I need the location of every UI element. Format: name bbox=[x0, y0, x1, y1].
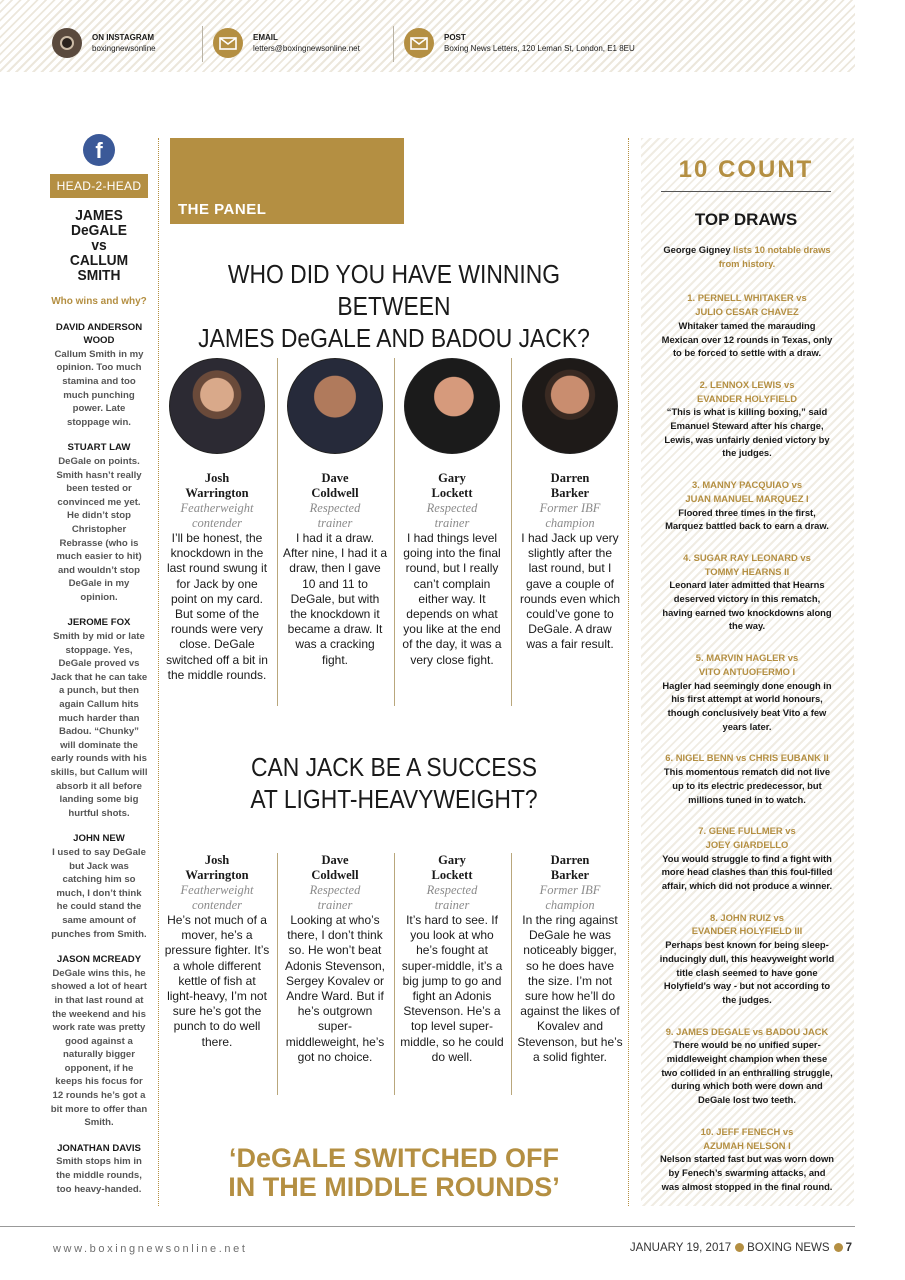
panelist-role: Former IBF bbox=[539, 501, 601, 515]
ten-count-sidebar bbox=[641, 138, 854, 1206]
pundit-name: JONATHAN DAVIS bbox=[57, 1142, 141, 1154]
panelist-darren-barker bbox=[517, 358, 623, 653]
panelist-dave-coldwell bbox=[282, 853, 388, 1065]
panelist-role: champion bbox=[545, 898, 595, 912]
panelist-last-name: Lockett bbox=[431, 868, 473, 882]
panelist-role: trainer bbox=[434, 898, 470, 912]
panelist-role: Respected bbox=[426, 883, 478, 897]
instagram-contact[interactable] bbox=[52, 28, 156, 58]
footer-info bbox=[630, 1242, 852, 1254]
panelist-photo bbox=[287, 358, 383, 454]
panelist-answer: I’ll be honest, the knockdown in the last round swung it for Jack by one point on my card. But some of the rounds were very close. DeGale switched off a bit in the middle rounds. bbox=[166, 531, 268, 682]
panelist-last-name: Warrington bbox=[185, 868, 249, 882]
draw-entry bbox=[659, 1025, 835, 1107]
panel-question-1: WHO DID YOU HAVE WINNING BETWEEN JAMES DeGALE AND BADOU JACK? bbox=[198, 259, 590, 353]
panelist-first-name: Josh bbox=[204, 853, 230, 867]
panel-banner bbox=[170, 138, 404, 224]
pundit-opinion: DeGale wins this, he showed a lot of heart in that last round at the weekend and his work rate was pretty good against a naturally bigger opponent, if he keeps his focus for 12 rounds he’s got a bit more to offer than Smith. bbox=[50, 967, 148, 1129]
panel-question-2: CAN JACK BE A SUCCESS AT LIGHT-HEAVYWEIGHT? bbox=[250, 752, 538, 814]
pull-quote: ‘DeGALE SWITCHED OFF IN THE MIDDLE ROUNDS’ bbox=[228, 1143, 560, 1202]
panelist-last-name: Coldwell bbox=[311, 868, 359, 882]
panelist-first-name: Darren bbox=[550, 471, 590, 485]
draw-description: This momentous rematch did not live up to its electric predecessor, but millions tuned in to watch. bbox=[663, 766, 831, 805]
post-contact bbox=[404, 28, 635, 58]
column-separator bbox=[394, 358, 395, 706]
panelist-role: Featherweight bbox=[180, 883, 254, 897]
draw-description: Hagler had seemingly done enough in his first attempt at world honours, though conclusively beat Vito a few years later. bbox=[662, 679, 832, 732]
post-label: POST bbox=[444, 33, 466, 42]
draw-entry bbox=[659, 1125, 835, 1194]
panelist-role: Featherweight bbox=[180, 501, 254, 515]
head2head-question: Who wins and why? bbox=[51, 296, 147, 307]
panelist-role: Respected bbox=[309, 501, 361, 515]
header-divider bbox=[393, 26, 394, 62]
panelist-gary-lockett bbox=[399, 358, 505, 668]
pundit-opinion: Smith by mid or late stoppage. Yes, DeGale proved vs Jack that he can take a punch, but then again Callum hits much harder than Badou. “Chunky” will dominate the early rounds with his skills, but Callum will absorb it all before landing some big hurtful shots. bbox=[50, 631, 148, 819]
draw-description: Leonard later admitted that Hearns deserved victory in this rematch, having earned two knockdowns along the way. bbox=[662, 579, 832, 632]
draw-heading: 6. NIGEL BENN vs CHRIS EUBANK II bbox=[665, 752, 829, 764]
column-separator bbox=[511, 853, 512, 1095]
panelist-first-name: Dave bbox=[321, 853, 349, 867]
pundit-name: JASON MCREADY bbox=[56, 954, 142, 966]
facebook-icon[interactable]: f bbox=[83, 134, 115, 166]
panelist-first-name: Darren bbox=[550, 853, 590, 867]
draw-heading: 10. JEFF FENECH vs AZUMAH NELSON I bbox=[700, 1125, 794, 1151]
panelist-role: Respected bbox=[309, 883, 361, 897]
panelist-role: contender bbox=[192, 898, 242, 912]
instagram-label: ON INSTAGRAM bbox=[92, 33, 155, 42]
column-separator bbox=[277, 358, 278, 706]
column-separator bbox=[277, 853, 278, 1095]
draw-description: You would struggle to find a fight with more head clashes than this foul-filled affair, which did not produce a winner. bbox=[661, 852, 833, 892]
panelist-role: Respected bbox=[426, 501, 478, 515]
panelist-answer: In the ring against DeGale he was noticeably bigger, so he does have the size. I’m not sure how he’ll do against the likes of Kovalev and Stevenson, but he’s a solid fighter. bbox=[517, 913, 623, 1064]
bullet-icon bbox=[735, 1243, 744, 1252]
panelist-answer: He’s not much of a mover, he’s a pressure fighter. It’s a whole different kettle of fish at light-heavy, I’m not sure he’s got the punch to do well there. bbox=[164, 913, 270, 1049]
instagram-handle: boxingnewsonline bbox=[92, 44, 156, 53]
panelist-answer: I had it a draw. After nine, I had it a draw, then I gave 10 and 11 to DeGale, but with the knockdown it became a draw. It was a cracking fight. bbox=[282, 531, 388, 667]
envelope-icon bbox=[404, 28, 434, 58]
panelist-photo bbox=[522, 358, 618, 454]
panelist-last-name: Coldwell bbox=[311, 486, 359, 500]
pundit-name: JOHN NEW bbox=[73, 833, 125, 845]
intro-text: lists 10 notable draws from history. bbox=[718, 244, 831, 269]
head2head-tag: HEAD-2-HEAD bbox=[50, 174, 148, 198]
draw-heading: 7. GENE FULLMER vs JOEY GIARDELLO bbox=[698, 825, 796, 850]
ten-count-subtitle: TOP DRAWS bbox=[694, 210, 798, 229]
draw-entry bbox=[659, 651, 835, 733]
envelope-icon bbox=[213, 28, 243, 58]
publication-name: BOXING NEWS bbox=[747, 1242, 830, 1254]
draw-description: Nelson started fast but was worn down by Fenech’s swarming attacks, and was almost stopped in the final round. bbox=[660, 1153, 834, 1192]
panelist-role: champion bbox=[545, 516, 595, 530]
panelist-first-name: Gary bbox=[438, 471, 466, 485]
ten-count-title: 10 COUNT bbox=[678, 156, 814, 183]
divider bbox=[661, 191, 831, 192]
draw-entry bbox=[659, 751, 835, 806]
column-separator bbox=[511, 358, 512, 706]
footer-rule bbox=[0, 1226, 855, 1227]
pundit-name: JEROME FOX bbox=[67, 617, 131, 629]
draw-entry bbox=[659, 478, 835, 533]
header-divider bbox=[202, 26, 203, 62]
pundit-opinion: I used to say DeGale but Jack was catching him so much, I don’t think he could stand the same amount of punches from Smith. bbox=[51, 846, 147, 940]
column-divider bbox=[158, 138, 159, 1206]
panelist-photo bbox=[404, 358, 500, 454]
panelist-darren-barker bbox=[517, 853, 623, 1065]
panelist-answer: It’s hard to see. If you look at who he’s fought at super-middle, it’s a big jump to go and fight an Adonis Stevenson. He’s a top level super-middle, so he could do well. bbox=[400, 913, 504, 1064]
panelist-first-name: Josh bbox=[204, 471, 230, 485]
panelist-last-name: Lockett bbox=[431, 486, 473, 500]
column-divider bbox=[628, 138, 629, 1206]
email-label: EMAIL bbox=[253, 33, 278, 42]
panelist-answer: I had things level going into the final round, but I really can’t complain either way. It depends on what you like at the end of the day, it was a very close fight. bbox=[402, 531, 502, 667]
panelist-josh-warrington bbox=[164, 358, 270, 683]
draw-entry bbox=[659, 911, 835, 1007]
email-address: letters@boxingnewsonline.net bbox=[253, 44, 360, 53]
column-separator bbox=[394, 853, 395, 1095]
draw-heading: 5. MARVIN HAGLER vs VITO ANTUOFERMO I bbox=[695, 652, 799, 677]
panelist-answer: I had Jack up very slightly after the last round, but I gave a couple of rounds even which could’ve gone to DeGale. A draw was a fair result. bbox=[519, 531, 621, 652]
author-name: George Gigney bbox=[663, 244, 731, 255]
pundit-opinion: DeGale on points. Smith hasn’t really been tested or convinced me yet. He didn’t stop Christopher Rebrasse (who is much easier to hit) and wouldn’t stop DeGale in my opinion. bbox=[56, 455, 142, 603]
draw-heading: 8. JOHN RUIZ vs EVANDER HOLYFIELD III bbox=[691, 911, 803, 937]
website-link[interactable]: www.boxingnewsonline.net bbox=[53, 1243, 248, 1255]
panelist-answer: Looking at who’s there, I don’t think so. He won’t beat Adonis Stevenson, Sergey Kovalev or Andre Ward. But if he’s outgrown super-middleweight, he’s got no choice. bbox=[284, 913, 386, 1064]
draw-heading: 4. SUGAR RAY LEONARD vs TOMMY HEARNS II bbox=[683, 551, 811, 577]
pundit-name: DAVID ANDERSON WOOD bbox=[55, 321, 143, 347]
ten-count-intro bbox=[659, 243, 835, 270]
panelist-dave-coldwell bbox=[282, 358, 388, 668]
draw-description: “This is what is killing boxing,” said Emanuel Steward after his charge, Lewis, was unfairly denied victory by the judges. bbox=[664, 406, 830, 459]
panel-label: THE PANEL bbox=[178, 201, 267, 218]
panelist-last-name: Barker bbox=[550, 868, 590, 882]
pundit-name: STUART LAW bbox=[67, 442, 131, 454]
instagram-icon bbox=[52, 28, 82, 58]
draw-entry bbox=[659, 291, 835, 360]
panelist-role: trainer bbox=[434, 516, 470, 530]
draw-heading: 2. LENNOX LEWIS vs EVANDER HOLYFIELD bbox=[696, 378, 797, 404]
draw-description: There would be no unified super-middleweight champion when these two collided in an enthralling struggle, during which both were down and DeGale lost two teeth. bbox=[661, 1039, 833, 1106]
issue-date: JANUARY 19, 2017 bbox=[629, 1242, 732, 1254]
draw-description: Perhaps best known for being sleep-inducingly dull, this heavyweight world title clash seemed to have gone Holyfield’s way - but not according to the judges. bbox=[659, 939, 835, 1005]
head2head-column bbox=[50, 130, 148, 1196]
panelist-first-name: Dave bbox=[321, 471, 349, 485]
head2head-title: JAMES DeGALE vs CALLUM SMITH bbox=[69, 207, 129, 284]
panelist-gary-lockett bbox=[399, 853, 505, 1065]
draw-entry bbox=[659, 824, 835, 893]
pundit-opinion: Callum Smith in my opinion. Too much stamina and too much punching power. Late stoppage win. bbox=[54, 348, 144, 428]
contact-header bbox=[0, 0, 855, 72]
draw-description: Whitaker tamed the marauding Mexican over 12 rounds in Texas, only to be forced to settle with a draw. bbox=[661, 319, 833, 359]
bullet-icon bbox=[834, 1243, 843, 1252]
panelist-last-name: Barker bbox=[550, 486, 590, 500]
email-contact[interactable] bbox=[213, 28, 360, 58]
panelist-role: trainer bbox=[317, 516, 353, 530]
panelist-role: Former IBF bbox=[539, 883, 601, 897]
draw-description: Floored three times in the first, Marquez battled back to earn a draw. bbox=[665, 506, 829, 532]
page-number: 7 bbox=[845, 1242, 852, 1254]
draw-heading: 9. JAMES DEGALE vs BADOU JACK bbox=[665, 1025, 829, 1037]
panelist-first-name: Gary bbox=[438, 853, 466, 867]
pundit-opinion: Smith stops him in the middle rounds, too heavy-handed. bbox=[56, 1156, 142, 1195]
panelist-role: contender bbox=[192, 516, 242, 530]
panelist-photo bbox=[169, 358, 265, 454]
panelist-last-name: Warrington bbox=[185, 486, 249, 500]
draw-entry bbox=[659, 378, 835, 460]
post-address: Boxing News Letters, 120 Leman St, London, E1 8EU bbox=[444, 44, 635, 53]
draw-heading: 1. PERNELL WHITAKER vs JULIO CESAR CHAVEZ bbox=[687, 292, 807, 318]
panelist-role: trainer bbox=[317, 898, 353, 912]
draw-heading: 3. MANNY PACQUIAO vs JUAN MANUEL MARQUEZ I bbox=[685, 479, 809, 504]
draw-entry bbox=[659, 551, 835, 633]
panelist-josh-warrington bbox=[164, 853, 270, 1050]
